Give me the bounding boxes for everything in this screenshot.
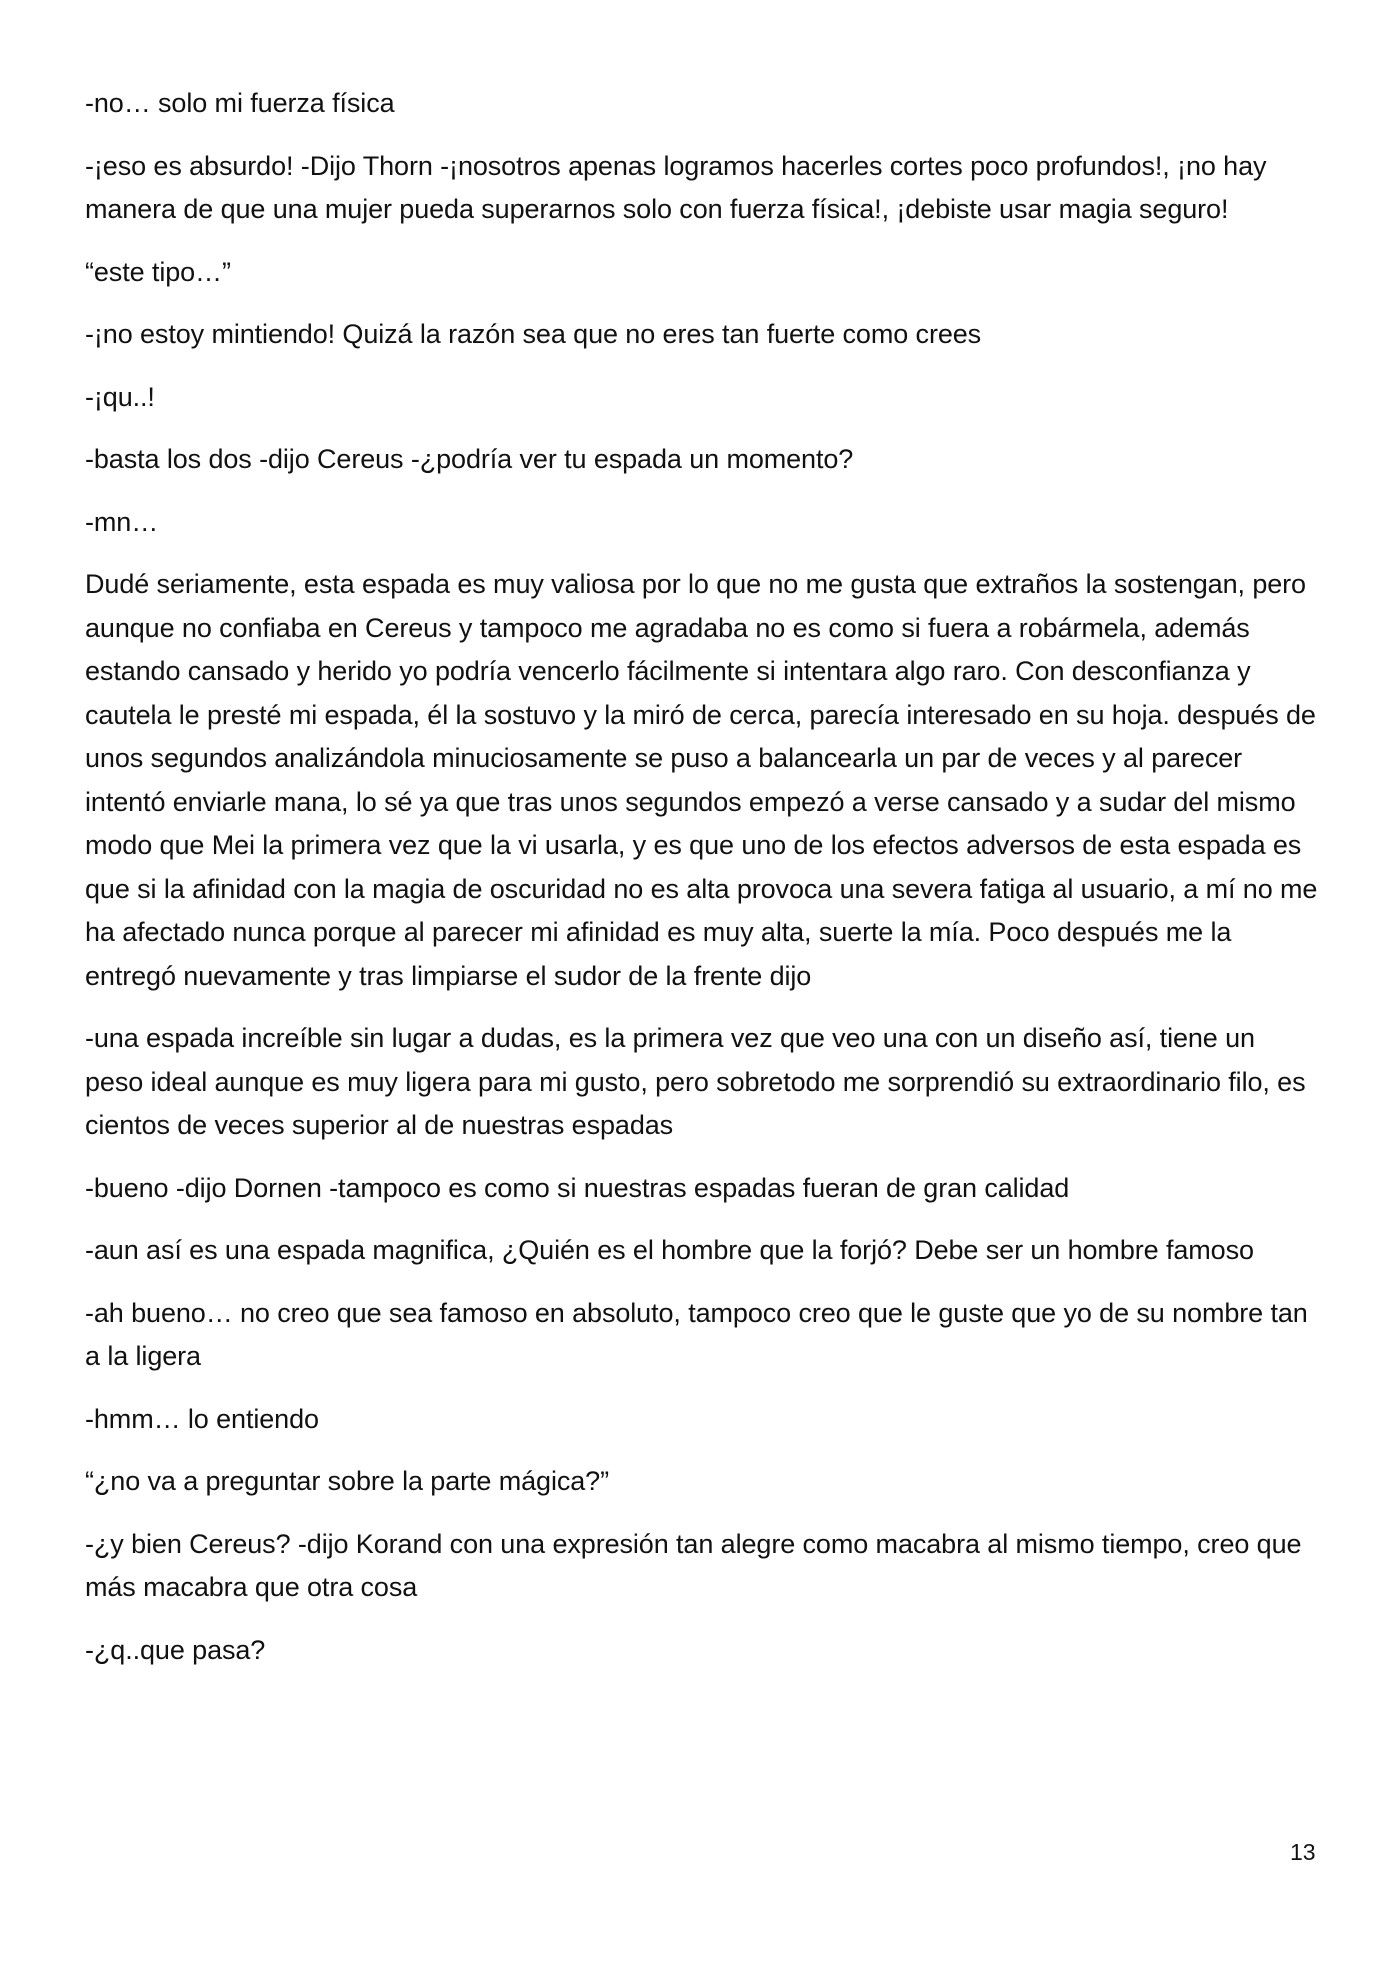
paragraph: -una espada increíble sin lugar a dudas, es la primera vez que veo una con un diseño así, tiene un peso ideal aunque es muy ligera para mi gusto, pero sobretodo me sorprendió su extraordinario filo, es cientos de veces superior al de nuestras espadas [85, 1023, 1306, 1140]
paragraph: -¡eso es absurdo! -Dijo Thorn -¡nosotros apenas logramos hacerles cortes poco profundos!, ¡no hay manera de que una mujer pueda superarnos solo con fuerza física!, ¡debiste usar magia seguro! [85, 150, 1267, 224]
paragraph: Dudé seriamente, esta espada es muy valiosa por lo que no me gusta que extraños la sostengan, pero aunque no confiaba en Cereus y tampoco me agradaba no es como si fuera a robármela, además estando cansado y herido yo podría vencerlo fácilmente si intentara algo raro. Con desconfianza y cautela le presté mi espada, él la sostuvo y la miró de cerca, parecía interesado en su hoja. después de unos segundos analizándola minuciosamente se puso a balancearla un par de veces y al parecer intentó enviarle mana, lo sé ya que tras unos segundos empezó a verse cansado y a sudar del mismo modo que Mei la primera vez que la vi usarla, y es que uno de los efectos adversos de esta espada es que si la afinidad con la magia de oscuridad no es alta provoca una severa fatiga al usuario, a mí no me ha afectado nunca porque al parecer mi afinidad es muy alta, suerte la mía. Poco después me la entregó nuevamente y tras limpiarse el sudor de la frente dijo [85, 569, 1318, 991]
paragraph: -¿y bien Cereus? -dijo Korand con una expresión tan alegre como macabra al mismo tiempo, creo que más macabra que otra cosa [85, 1528, 1302, 1602]
paragraph: “¿no va a preguntar sobre la parte mágica?” [85, 1466, 609, 1496]
paragraph: -¡no estoy mintiendo! Quizá la razón sea que no eres tan fuerte como crees [85, 319, 982, 349]
paragraph: -¡qu..! [85, 381, 155, 412]
paragraph: -bueno -dijo Dornen -tampoco es como si nuestras espadas fueran de gran calidad [85, 1172, 1070, 1203]
paragraph: -ah bueno… no creo que sea famoso en absoluto, tampoco creo que le guste que yo de su nombre tan a la ligera [85, 1297, 1308, 1371]
paragraph: -basta los dos -dijo Cereus -¿podría ver tu espada un momento? [85, 444, 854, 474]
paragraph: -hmm… lo entiendo [85, 1403, 319, 1434]
text-body [85, 82, 1320, 1691]
paragraph: -aun así es una espada magnifica, ¿Quién es el hombre que la forjó? Debe ser un hombre famoso [85, 1235, 1254, 1265]
paragraph: -mn… [85, 506, 159, 537]
paragraph: “este tipo…” [85, 256, 231, 287]
page-number: 13 [1290, 1839, 1316, 1865]
paragraph: -¿q..que pasa? [85, 1634, 266, 1665]
paragraph: -no… solo mi fuerza física [85, 88, 395, 118]
